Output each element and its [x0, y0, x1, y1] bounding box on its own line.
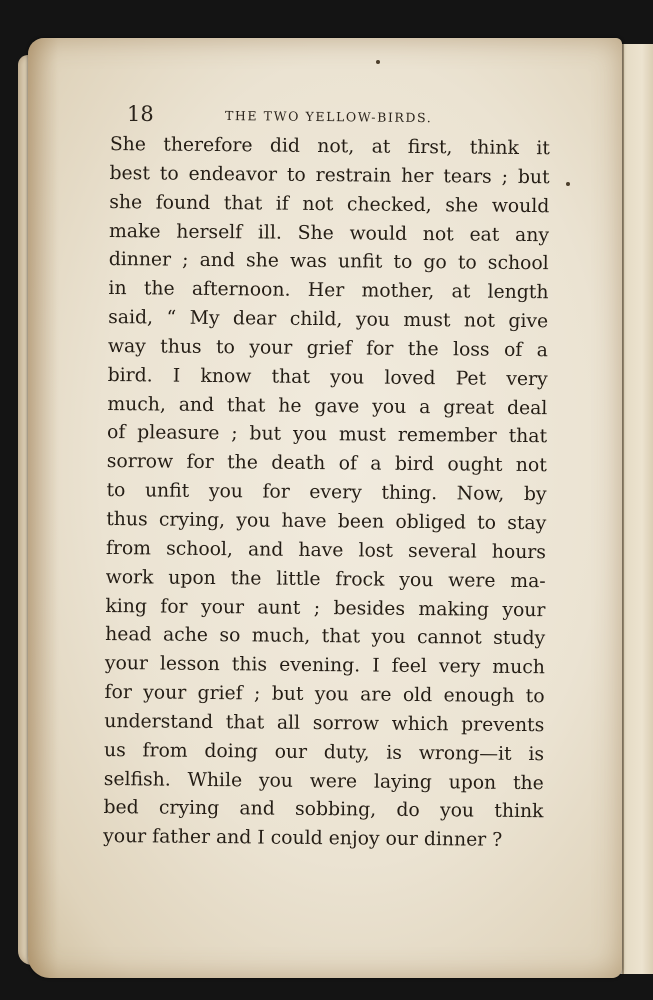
text-line: head ache so much, that you cannot study [105, 624, 546, 650]
page-header [127, 99, 547, 127]
text-line: said, “ My dear child, you must not give [108, 307, 549, 333]
text-line: king for your aunt ; besides making your [105, 595, 546, 621]
page-number: 18 [127, 102, 154, 126]
text-line: for your grief ; but you are old enough to [104, 682, 545, 708]
text-line: thus crying, you have been obliged to stay [106, 508, 547, 535]
text-line: way thus to your grief for the loss of a [107, 335, 549, 362]
text-line: she found that if not checked, she would [109, 191, 550, 217]
text-line: of pleasure ; but you must remember that [107, 422, 548, 448]
text-line: in the afternoon. Her mother, at length [108, 278, 549, 304]
text-line: bed crying and sobbing, do you think [103, 797, 544, 823]
text-line: your father and I could enjoy our dinner ? [103, 826, 503, 852]
text-line: work upon the little frock you were ma- [105, 566, 546, 592]
text-line: She therefore did not, at first, think it [109, 133, 550, 160]
text-line: selfish. While you were laying upon the [103, 768, 544, 794]
text-line: best to endeavor to restrain her tears ; but [109, 162, 550, 189]
text-line: your lesson this evening. I feel very much [104, 653, 545, 679]
text-line: dinner ; and she was unfit to go to school [108, 249, 549, 275]
page-body-text [103, 131, 550, 856]
text-line: sorrow for the death of a bird ought not [106, 451, 547, 477]
text-line: make herself ill. She would not eat any [108, 220, 550, 246]
text-line: much, and that he gave you a great deal [107, 393, 548, 419]
text-line: us from doing our duty, is wrong—it is [103, 739, 545, 765]
page-speck [376, 60, 380, 64]
text-line: from school, and have lost several hours [105, 537, 547, 564]
text-line: understand that all sorrow which prevents [104, 710, 545, 737]
page-speck [566, 182, 570, 186]
text-line: bird. I know that you loved Pet very [107, 364, 548, 390]
text-line: to unfit you for every thing. Now, by [106, 480, 547, 506]
running-head: THE TWO YELLOW-BIRDS. [224, 108, 433, 126]
